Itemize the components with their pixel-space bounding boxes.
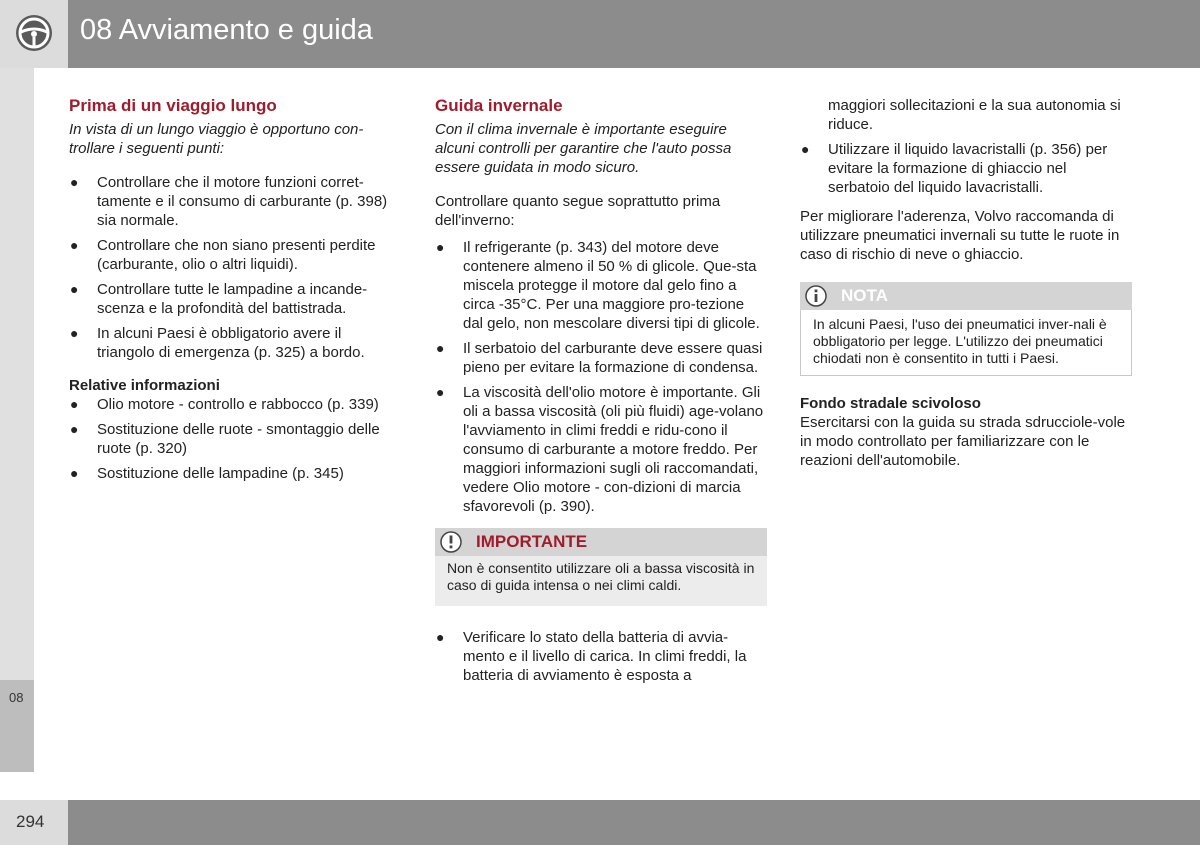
nota-box-header [800,282,1132,310]
nota-body: In alcuni Paesi, l'uso dei pneumatici inver-nali è obbligatorio per legge. L'utilizzo dei pneumatici chiodati non è consentito in tutti i Paesi. [800,310,1132,376]
important-body: Non è consentito utilizzare oli a bassa viscosità in caso di guida intensa o nei climi caldi. [435,556,767,606]
winter-checklist [435,238,767,516]
bullet-icon: ● [70,465,79,481]
list-item: ● Controllare tutte le lampadine a incande-scenza e la profondità del battistrada. [70,281,368,317]
nota-title: NOTA [841,286,888,305]
slippery-road-text: Esercitarsi con la guida su strada sdrucciole-vole in modo controllato per familiarizzare con le reazioni dell'automobile. [800,414,1126,469]
intro-text: In vista di un lungo viaggio è opportuno con-trollare i seguenti punti: [69,121,364,157]
bullet-icon: ● [70,325,79,341]
related-link[interactable]: ● Olio motore - controllo e rabbocco (p. 339) [70,396,379,413]
column-right [800,96,1132,478]
bullet-icon: ● [70,281,79,297]
washer-list [800,140,1132,197]
related-links-list [69,395,399,483]
checklist [69,173,399,362]
slippery-road-heading: Fondo stradale scivoloso [800,395,981,412]
bullet-icon: ● [436,239,445,255]
intro-text: Con il clima invernale è importante eseguire alcuni controlli per garantire che l'auto possa essere guidata in modo sicuro. [435,121,732,176]
list-item: ● Controllare che non siano presenti perdite (carburante, olio o altri liquidi). [70,237,376,273]
bullet-icon: ● [801,141,810,157]
chapter-title: 08 Avviamento e guida [80,14,373,46]
related-link[interactable]: ● Sostituzione delle ruote - smontaggio delle ruote (p. 320) [70,421,380,457]
continued-text: maggiori sollecitazioni e la sua autonomia si riduce. [828,97,1121,133]
important-box-header [435,528,767,556]
side-tab-track [0,68,34,772]
body-paragraph: Per migliorare l'aderenza, Volvo raccomanda di utilizzare pneumatici invernali su tutte le ruote in caso di rischio di neve o ghiaccio. [800,208,1120,263]
list-item: ● Controllare che il motore funzioni corret-tamente e il consumo di carburante (p. 398) sia normale. [70,174,388,229]
page-number: 294 [16,812,45,831]
related-link[interactable]: ● Sostituzione delle lampadine (p. 345) [70,465,344,482]
important-title: IMPORTANTE [476,532,588,551]
side-tab-label: 08 [9,690,24,705]
info-icon [804,285,828,307]
related-info-heading: Relative informazioni [69,377,220,394]
chapter-icon-box [0,0,68,68]
bullet-icon: ● [70,237,79,253]
footer-bar [0,800,1200,845]
list-item: ● Il refrigerante (p. 343) del motore deve contenere almeno il 50 % di glicole. Que-sta miscela protegge il motore dal gelo fino a circa -35°C. Per una maggiore pro-tezione dal gelo, non mescolare diversi tipi di glicole. [436,239,760,332]
list-item: ● Utilizzare il liquido lavacristalli (p. 356) per evitare la formazione di ghiaccio nel serbatoio del liquido lavacristalli. [801,141,1108,196]
important-box [435,528,767,606]
body-paragraph: Controllare quanto segue soprattutto prima dell'inverno: [435,193,721,229]
section-heading-long-trip: Prima di un viaggio lungo [69,96,277,115]
bullet-icon: ● [70,421,79,437]
list-item: ● La viscosità dell'olio motore è importante. Gli oli a bassa viscosità (oli più fluidi) age-volano l'avviamento in climi freddi e ridu-cono il consumo di carburante a motore freddo. Per maggiori informazioni sugli oli raccomandati, vedere Olio motore - con-dizioni di marcia sfavorevoli (p. 390). [436,384,764,515]
list-item: ● In alcuni Paesi è obbligatorio avere il triangolo di emergenza (p. 325) a bordo. [70,325,365,361]
list-item: ● Il serbatoio del carburante deve essere quasi pieno per evitare la formazione di condensa. [436,340,763,376]
list-item: ● Verificare lo stato della batteria di avvia-mento e il livello di carica. In climi freddi, la batteria di avviamento è esposta a [436,629,747,684]
exclamation-warning-icon [439,531,463,553]
column-left [69,96,399,493]
battery-list [435,628,767,685]
bullet-icon: ● [436,629,445,645]
nota-box [800,282,1132,376]
steering-wheel-icon [14,13,54,53]
bullet-icon: ● [70,396,79,412]
bullet-icon: ● [436,340,445,356]
column-middle [435,96,767,695]
section-heading-winter: Guida invernale [435,96,563,115]
bullet-icon: ● [70,174,79,190]
bullet-icon: ● [436,384,445,400]
